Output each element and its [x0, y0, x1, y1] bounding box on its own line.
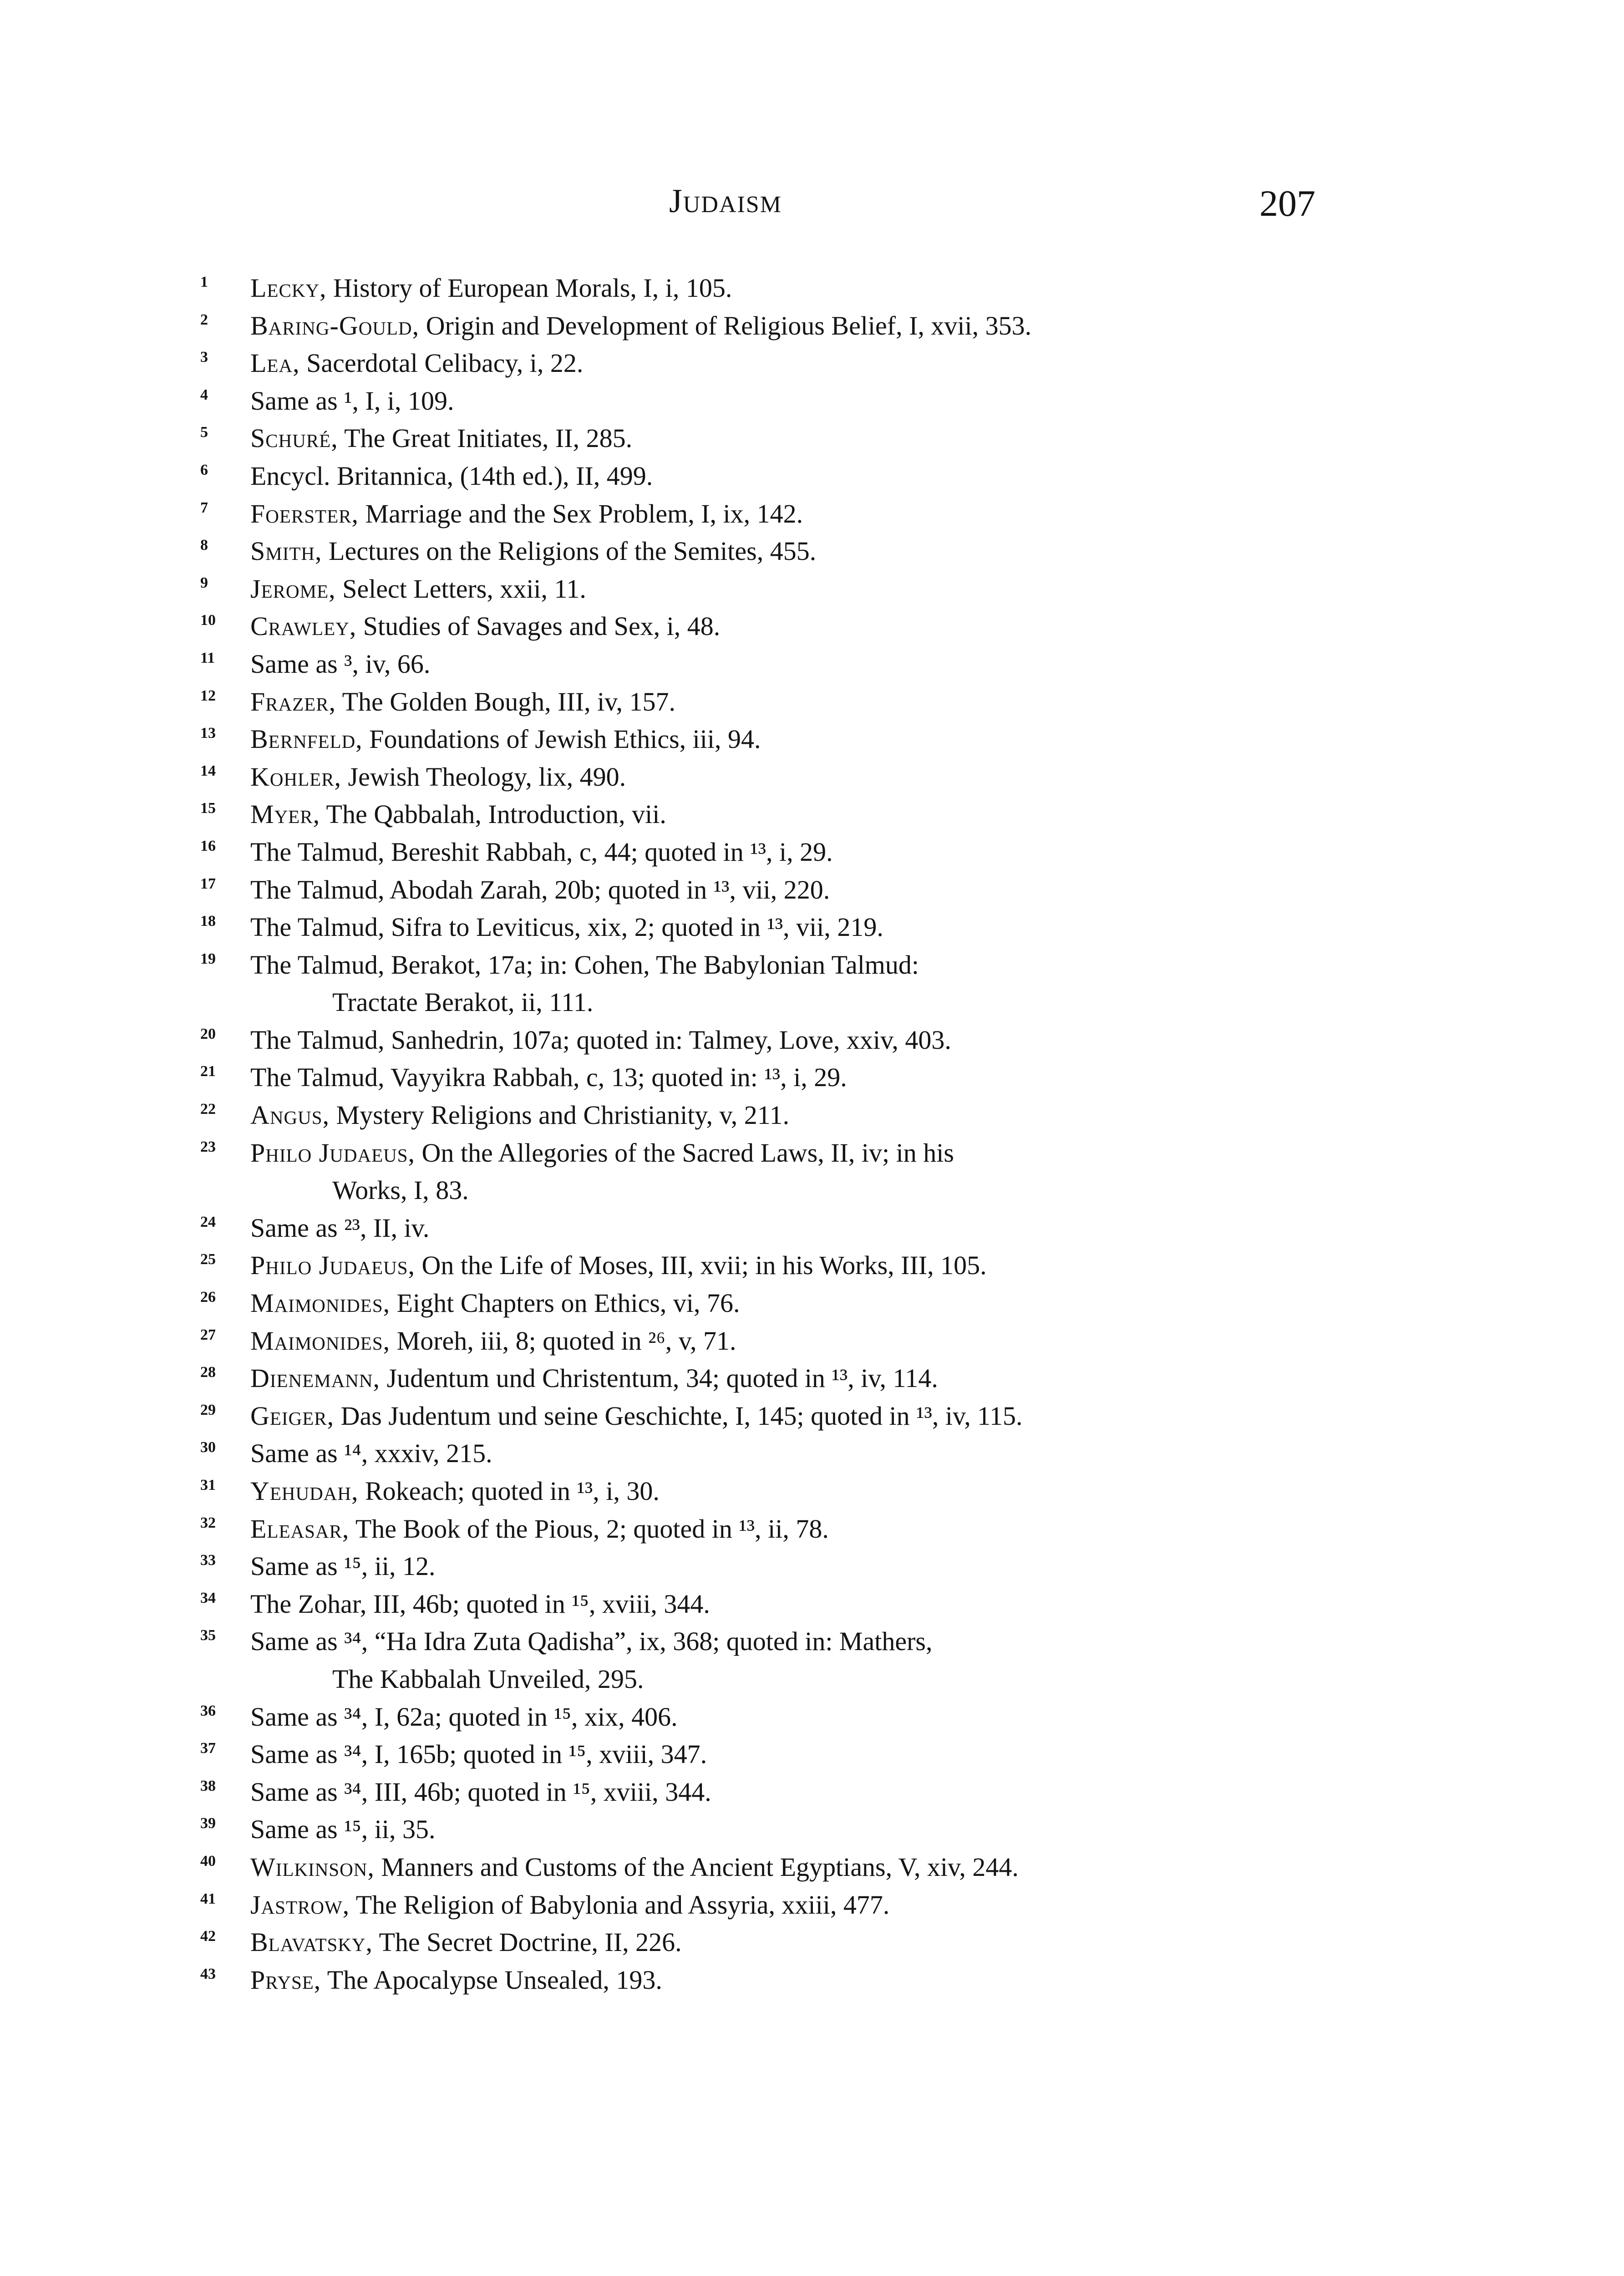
endnote-number: 4: [200, 386, 208, 403]
endnote-citation: Eight Chapters on Ethics, vi, 76.: [396, 1288, 740, 1318]
endnote-number: 24: [200, 1213, 216, 1230]
endnote: [200, 1849, 1325, 1886]
endnote-number: 3: [200, 349, 208, 366]
endnote: [200, 495, 1325, 533]
endnote-citation: Das Judentum und seine Geschichte, I, 145; quoted in ¹³, iv, 115.: [340, 1401, 1023, 1431]
endnote: [200, 420, 1325, 457]
endnote-citation: Marriage and the Sex Problem, I, ix, 142.: [365, 498, 803, 528]
endnote-citation: The Talmud, Vayyikra Rabbah, c, 13; quoted in: ¹³, i, 29.: [250, 1062, 847, 1092]
endnote-number: 28: [200, 1364, 216, 1381]
endnote: [200, 758, 1325, 796]
endnote: [200, 1360, 1325, 1397]
endnote-continuation: Tractate Berakot, ii, 111.: [332, 987, 594, 1017]
endnote-number: 23: [200, 1138, 216, 1155]
endnote-citation: Same as ¹⁴, xxxiv, 215.: [250, 1438, 492, 1468]
endnote: [200, 1510, 1325, 1548]
endnote-citation: Same as ³, iv, 66.: [250, 649, 431, 679]
endnote-citation: Same as ²³, II, iv.: [250, 1213, 430, 1243]
endnote-number: 11: [200, 649, 215, 666]
endnote-continuation: The Kabbalah Unveiled, 295.: [332, 1664, 644, 1694]
endnote-number: 18: [200, 913, 216, 930]
endnote-author: Baring-Gould,: [250, 310, 420, 340]
endnote: [200, 1623, 1325, 1698]
endnote: [200, 833, 1325, 871]
endnote-citation: Same as ³⁴, I, 165b; quoted in ¹⁵, xviii, 347.: [250, 1739, 707, 1769]
endnote-number: 13: [200, 725, 216, 742]
endnote: [200, 1698, 1325, 1736]
endnote-citation: Lectures on the Religions of the Semites, 455.: [329, 536, 817, 566]
endnote-number: 25: [200, 1251, 216, 1268]
endnote: [200, 570, 1325, 608]
page-number: 207: [1259, 183, 1315, 224]
endnote: [200, 1322, 1325, 1360]
endnote-number: 31: [200, 1477, 216, 1494]
endnote: [200, 1021, 1325, 1059]
endnote-number: 37: [200, 1740, 216, 1757]
endnote-citation: The Talmud, Sifra to Leviticus, xix, 2; quoted in ¹³, vii, 219.: [250, 912, 883, 942]
endnote: [200, 1247, 1325, 1285]
endnote: [200, 382, 1325, 420]
endnote-number: 10: [200, 612, 216, 629]
endnote-citation: Same as ³⁴, I, 62a; quoted in ¹⁵, xix, 406.: [250, 1702, 678, 1732]
endnote: [200, 1585, 1325, 1623]
endnote-author: Myer,: [250, 799, 320, 829]
endnote-citation: The Zohar, III, 46b; quoted in ¹⁵, xviii, 344.: [250, 1589, 710, 1619]
endnote-number: 41: [200, 1890, 216, 1907]
endnote-number: 32: [200, 1514, 216, 1531]
endnote-number: 30: [200, 1439, 216, 1456]
endnote-continuation: Works, I, 83.: [332, 1175, 469, 1205]
endnote-number: 39: [200, 1815, 216, 1832]
endnote-citation: Same as ¹⁵, ii, 12.: [250, 1551, 436, 1581]
endnote-citation: Foundations of Jewish Ethics, iii, 94.: [369, 724, 761, 754]
endnote-author: Bernfeld,: [250, 724, 363, 754]
endnote-citation: Mystery Religions and Christianity, v, 211.: [336, 1100, 790, 1130]
running-title: Judaism: [669, 183, 782, 220]
endnote-citation: The Talmud, Sanhedrin, 107a; quoted in: Talmey, Love, xxiv, 403.: [250, 1025, 951, 1055]
endnote: [200, 1961, 1325, 1999]
endnote: [200, 1886, 1325, 1924]
endnote-number: 27: [200, 1326, 216, 1343]
endnote-number: 38: [200, 1777, 216, 1794]
endnote-author: Wilkinson,: [250, 1852, 375, 1882]
endnote-number: 36: [200, 1702, 216, 1719]
endnote-author: Lea,: [250, 348, 300, 378]
endnote: [200, 683, 1325, 721]
endnote-number: 40: [200, 1852, 216, 1870]
endnote: [200, 1473, 1325, 1510]
endnote-author: Philo Judaeus,: [250, 1250, 416, 1280]
endnote-number: 43: [200, 1965, 216, 1982]
endnote-citation: The Talmud, Berakot, 17a; in: Cohen, The Babylonian Talmud:: [250, 950, 919, 980]
endnote-author: Jastrow,: [250, 1890, 350, 1920]
endnote-number: 9: [200, 574, 208, 591]
endnote: [200, 1924, 1325, 1961]
endnote-number: 1: [200, 274, 208, 290]
endnote-citation: The Book of the Pious, 2; quoted in ¹³, ii, 78.: [355, 1514, 829, 1544]
endnote-citation: Same as ¹⁵, ii, 35.: [250, 1814, 436, 1844]
endnote-number: 21: [200, 1063, 216, 1080]
endnote: [200, 1548, 1325, 1585]
endnote: [200, 721, 1325, 758]
endnote-number: 22: [200, 1101, 216, 1118]
endnote-number: 2: [200, 311, 208, 328]
endnote-citation: The Golden Bough, III, iv, 157.: [342, 686, 676, 716]
endnote: [200, 1811, 1325, 1849]
endnote-author: Dienemann,: [250, 1363, 381, 1393]
endnote-citation: The Religion of Babylonia and Assyria, xxiii, 477.: [355, 1890, 890, 1920]
endnote-number: 26: [200, 1289, 216, 1306]
endnote: [200, 1059, 1325, 1097]
endnote-number: 35: [200, 1627, 216, 1644]
endnote-number: 19: [200, 950, 216, 967]
endnote-author: Foerster,: [250, 498, 359, 528]
endnote: [200, 269, 1325, 307]
endnote-citation: Sacerdotal Celibacy, i, 22.: [306, 348, 584, 378]
endnote-citation: Origin and Development of Religious Belief, I, xvii, 353.: [426, 310, 1032, 340]
endnote: [200, 608, 1325, 645]
endnote-author: Blavatsky,: [250, 1927, 373, 1957]
endnote: [200, 645, 1325, 683]
endnote-author: Pryse,: [250, 1965, 321, 1995]
endnote-citation: Judentum und Christentum, 34; quoted in ¹³, iv, 114.: [386, 1363, 938, 1393]
endnote-citation: The Apocalypse Unsealed, 193.: [327, 1965, 662, 1995]
endnote-number: 34: [200, 1589, 216, 1606]
endnote-citation: The Qabbalah, Introduction, vii.: [326, 799, 666, 829]
endnote-author: Angus,: [250, 1100, 330, 1130]
endnote-number: 42: [200, 1928, 216, 1945]
endnote: [200, 1097, 1325, 1134]
endnote: [200, 1397, 1325, 1435]
endnote-number: 20: [200, 1025, 216, 1042]
endnote: [200, 1435, 1325, 1473]
endnote-number: 17: [200, 875, 216, 892]
endnote-number: 8: [200, 537, 208, 554]
endnote: [200, 345, 1325, 382]
endnote-citation: On the Allegories of the Sacred Laws, II, iv; in his: [421, 1138, 954, 1168]
endnote-author: Jerome,: [250, 574, 336, 604]
endnote-citation: Same as ¹, I, i, 109.: [250, 386, 454, 416]
endnote: [200, 1773, 1325, 1811]
endnote-author: Frazer,: [250, 686, 336, 716]
endnote-number: 15: [200, 800, 216, 817]
endnote-author: Kohler,: [250, 762, 342, 792]
endnote-citation: Studies of Savages and Sex, i, 48.: [363, 611, 721, 641]
endnote-number: 33: [200, 1552, 216, 1569]
endnote-citation: History of European Morals, I, i, 105.: [333, 273, 732, 303]
endnote-number: 5: [200, 424, 208, 441]
endnote-author: Smith,: [250, 536, 322, 566]
endnote: [200, 457, 1325, 495]
endnote-author: Schuré,: [250, 423, 338, 453]
endnote: [200, 946, 1325, 1021]
endnote-citation: Same as ³⁴, “Ha Idra Zuta Qadisha”, ix, 368; quoted in: Mathers,: [250, 1626, 933, 1656]
endnote-author: Maimonides,: [250, 1288, 391, 1318]
endnote-citation: The Great Initiates, II, 285.: [344, 423, 633, 453]
endnote-citation: Select Letters, xxii, 11.: [342, 574, 586, 604]
endnote: [200, 1209, 1325, 1247]
endnote-citation: The Secret Doctrine, II, 226.: [379, 1927, 682, 1957]
endnote: [200, 1285, 1325, 1322]
endnote: [200, 909, 1325, 946]
endnote-number: 6: [200, 461, 208, 478]
endnote-number: 14: [200, 762, 216, 779]
endnote-citation: The Talmud, Abodah Zarah, 20b; quoted in ¹³, vii, 220.: [250, 874, 830, 904]
endnote-author: Crawley,: [250, 611, 357, 641]
endnote-number: 12: [200, 687, 216, 704]
endnote-number: 7: [200, 499, 208, 516]
endnote-author: Philo Judaeus,: [250, 1138, 416, 1168]
endnote: [200, 1134, 1325, 1209]
endnote: [200, 796, 1325, 833]
endnote-citation: On the Life of Moses, III, xvii; in his Works, III, 105.: [421, 1250, 987, 1280]
endnote-citation: Encycl. Britannica, (14th ed.), II, 499.: [250, 461, 653, 491]
endnote-citation: Jewish Theology, lix, 490.: [348, 762, 626, 792]
endnote-citation: The Talmud, Bereshit Rabbah, c, 44; quoted in ¹³, i, 29.: [250, 837, 833, 867]
page-header: [669, 182, 1315, 237]
endnote-citation: Rokeach; quoted in ¹³, i, 30.: [365, 1476, 660, 1506]
endnote: [200, 871, 1325, 909]
endnote: [200, 533, 1325, 570]
endnote-author: Lecky,: [250, 273, 327, 303]
endnote: [200, 307, 1325, 345]
endnote-citation: Same as ³⁴, III, 46b; quoted in ¹⁵, xviii, 344.: [250, 1777, 711, 1807]
endnote-number: 29: [200, 1401, 216, 1418]
endnote-citation: Manners and Customs of the Ancient Egyptians, V, xiv, 244.: [381, 1852, 1019, 1882]
endnote-citation: Moreh, iii, 8; quoted in ²⁶, v, 71.: [396, 1326, 736, 1356]
endnote-author: Eleasar,: [250, 1514, 350, 1544]
endnote-author: Maimonides,: [250, 1326, 391, 1356]
endnote-number: 16: [200, 837, 216, 854]
endnotes-list: [200, 269, 1325, 1999]
endnote: [200, 1736, 1325, 1773]
endnote-author: Yehudah,: [250, 1476, 359, 1506]
endnote-author: Geiger,: [250, 1401, 335, 1431]
